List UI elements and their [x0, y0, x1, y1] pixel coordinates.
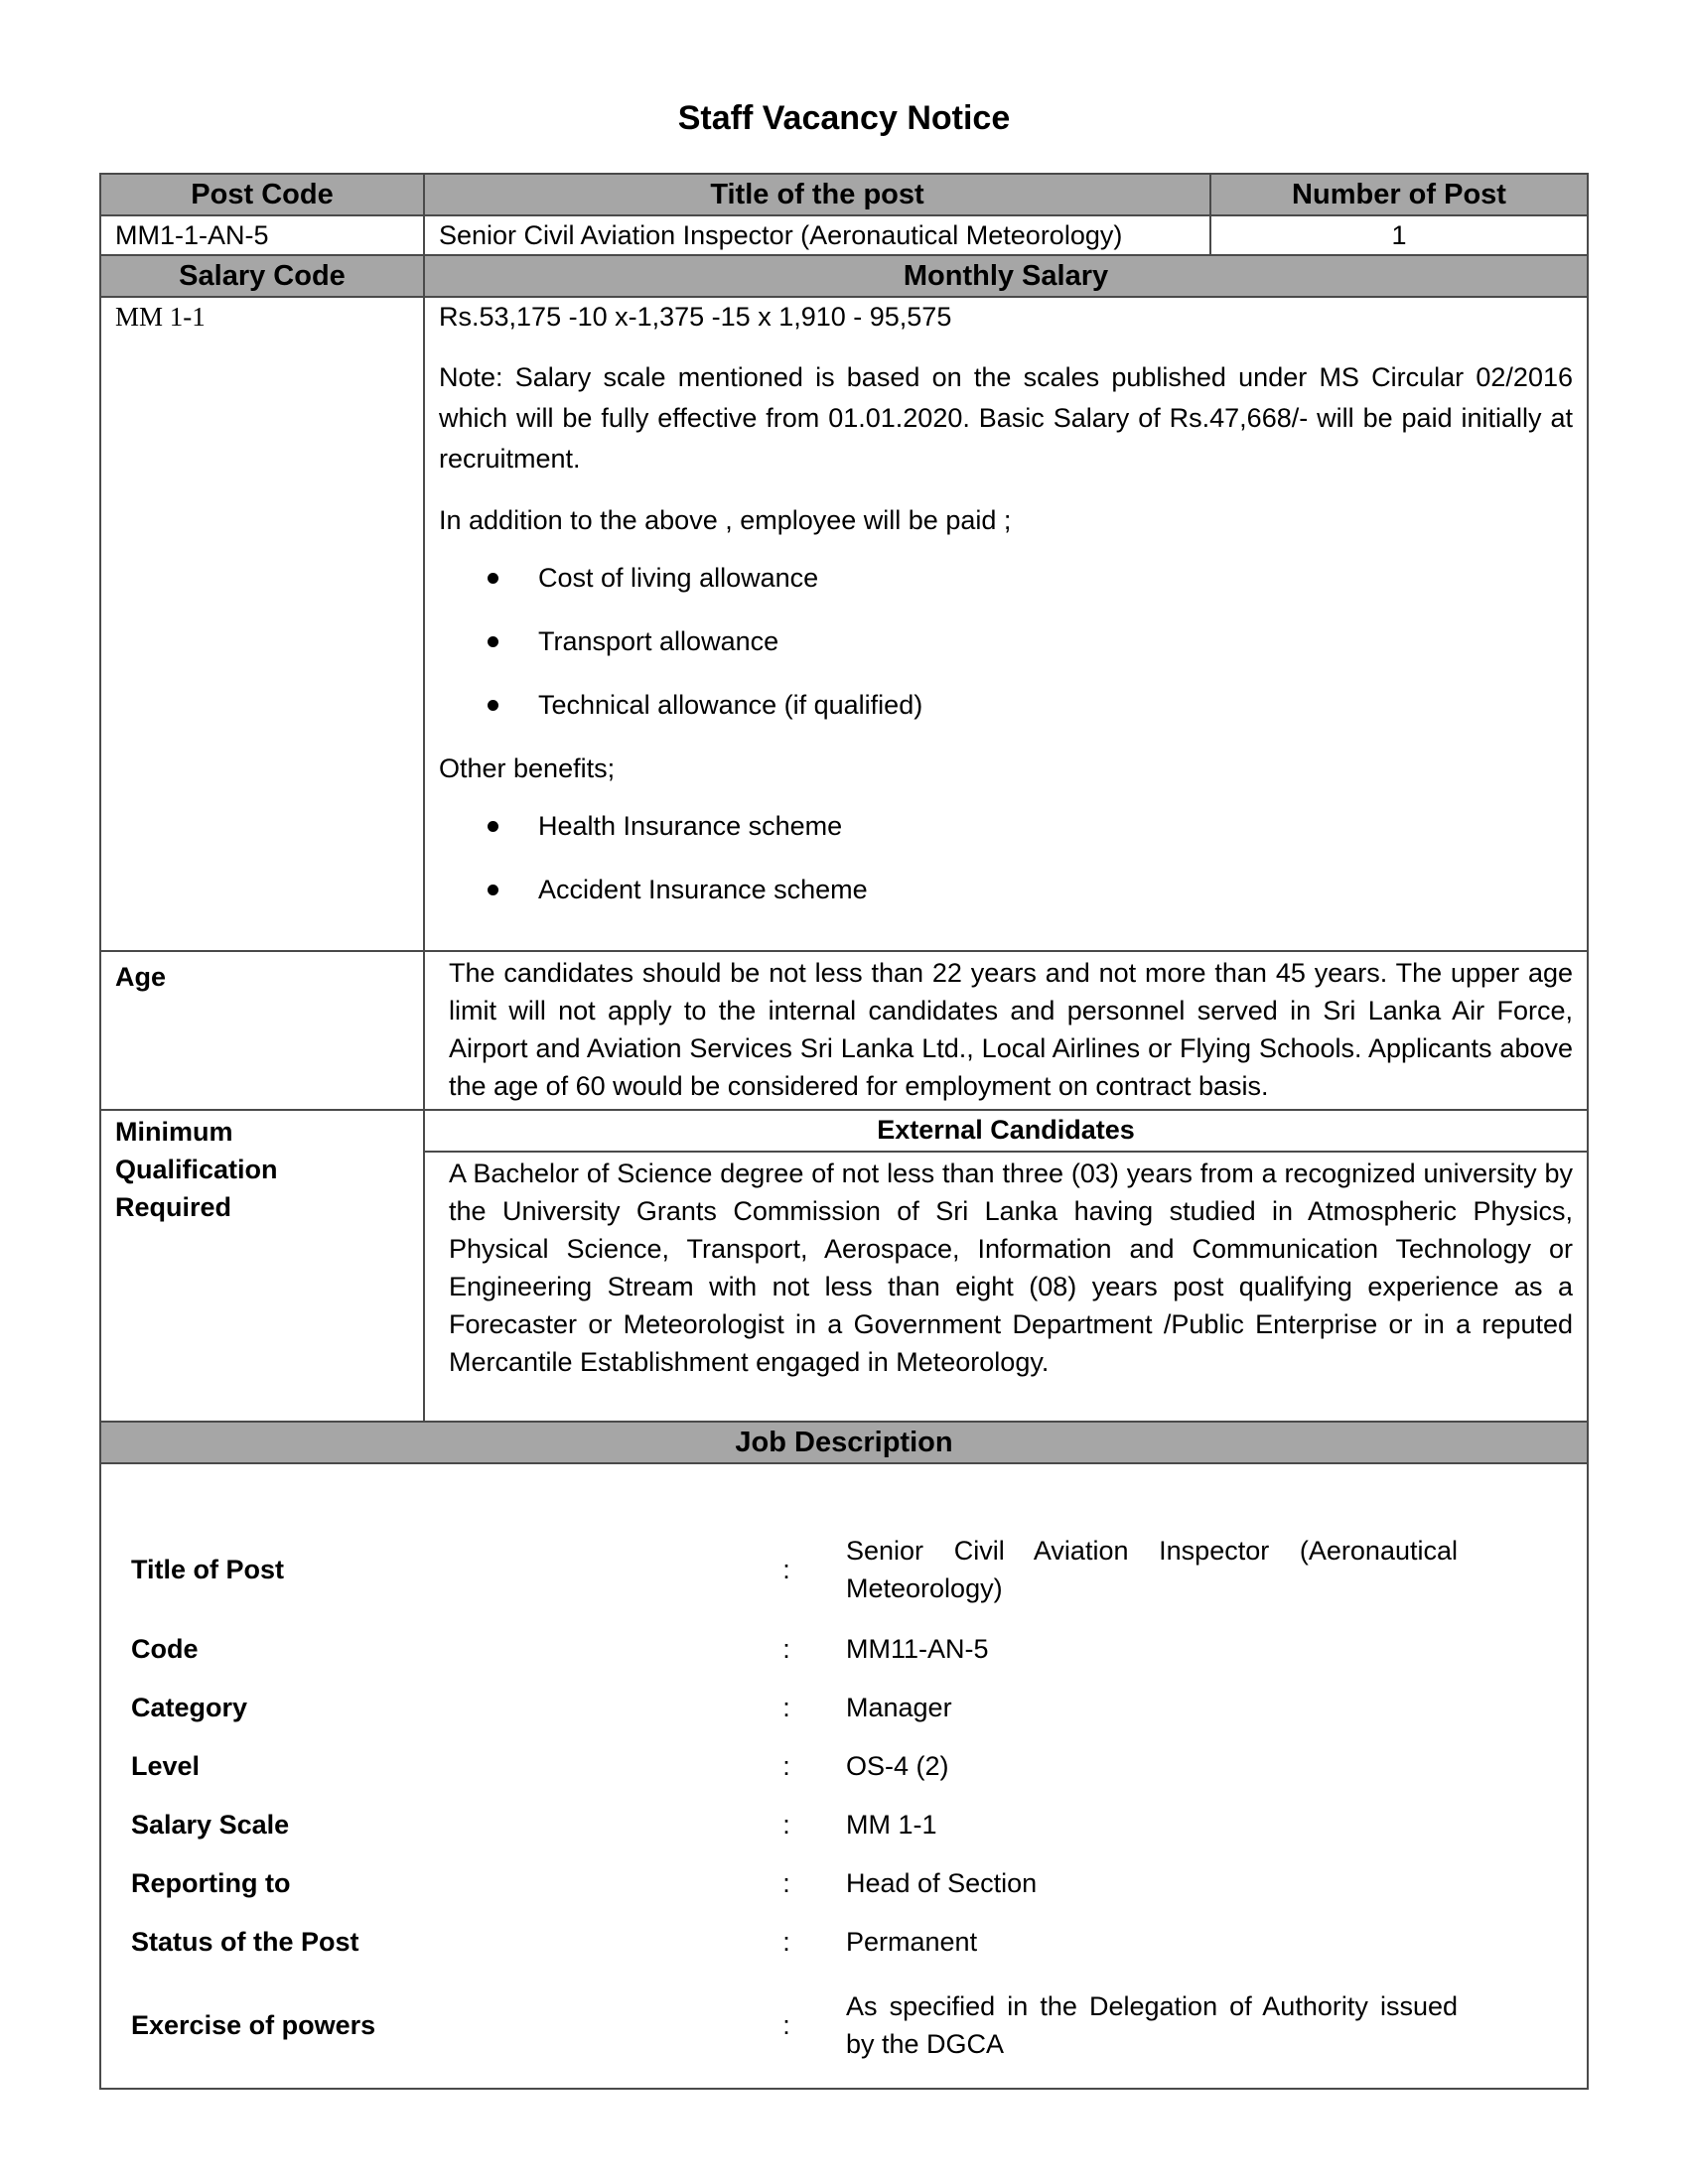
- monthly-salary-details: [424, 297, 1588, 951]
- allowance-list: [439, 559, 1573, 724]
- jd-colon: :: [782, 1867, 790, 1898]
- qualification-text: A Bachelor of Science degree of not less than three (03) years from a recognized university by the University Grants Commission of Sri Lanka having studied in Atmospheric Physics, Physical Science, Transport, Aerospace, Information and Communication Technology or Engineering Stream with not less than eight (08) years post qualifying experience as a Forecaster or Meteorologist in a Government Department /Public Enterprise or in a reputed Mercantile Establishment engaged in Meteorology.: [424, 1152, 1588, 1422]
- list-item: Transport allowance: [439, 622, 1573, 660]
- jd-colon: :: [782, 1555, 790, 1584]
- jd-value: OS-4 (2): [846, 1750, 949, 1781]
- table-row: [101, 1912, 1587, 1971]
- jd-colon: :: [782, 1692, 790, 1722]
- vacancy-table: [99, 173, 1589, 2090]
- jd-key: Status of the Post: [131, 1926, 359, 1957]
- table-row: [101, 1795, 1587, 1853]
- addition-intro: In addition to the above , employee will be paid ;: [439, 505, 1012, 535]
- jd-value: Head of Section: [846, 1867, 1038, 1898]
- salary-note: Note: Salary scale mentioned is based on the scales published under MS Circular 02/2016 which will be fully effective from 01.01.2020. Basic Salary of Rs.47,668/- will be paid initially at recruitment.: [439, 362, 1573, 474]
- list-item: Accident Insurance scheme: [439, 871, 1573, 908]
- jd-value: Senior Civil Aviation Inspector (Aeronautical Meteorology): [846, 1536, 1458, 1603]
- list-item: Technical allowance (if qualified): [439, 686, 1573, 724]
- jd-colon: :: [782, 2010, 790, 2040]
- jd-value: MM 1-1: [846, 1809, 937, 1840]
- job-description-header-row: [100, 1422, 1588, 1463]
- age-row: [100, 951, 1588, 1110]
- other-benefits-intro: Other benefits;: [439, 753, 616, 783]
- list-item: Health Insurance scheme: [439, 807, 1573, 845]
- jd-key: Title of Post: [131, 1555, 285, 1584]
- job-description-table: [101, 1520, 1587, 2080]
- jd-key: Category: [131, 1692, 248, 1722]
- jd-value: Permanent: [846, 1926, 978, 1957]
- post-code-value: MM1-1-AN-5: [100, 215, 424, 255]
- post-header-row: [100, 174, 1588, 215]
- salary-header-row: [100, 255, 1588, 297]
- table-row: [101, 1971, 1587, 2080]
- number-of-post-value: 1: [1210, 215, 1588, 255]
- jd-value: Manager: [846, 1692, 952, 1722]
- jd-colon: :: [782, 1926, 790, 1957]
- title-of-post-value: Senior Civil Aviation Inspector (Aeronautical Meteorology): [424, 215, 1210, 255]
- jd-colon: :: [782, 1633, 790, 1664]
- salary-code-value: MM 1-1: [100, 297, 424, 951]
- number-of-post-header: Number of Post: [1210, 174, 1588, 215]
- document-title: Staff Vacancy Notice: [677, 99, 1011, 137]
- job-description-header: Job Description: [100, 1422, 1588, 1463]
- jd-value: MM11-AN-5: [846, 1633, 989, 1664]
- salary-code-header: Salary Code: [100, 255, 424, 297]
- jd-colon: :: [782, 1809, 790, 1840]
- title-of-post-header: Title of the post: [424, 174, 1210, 215]
- table-row: [101, 1520, 1587, 1619]
- jd-key: Level: [131, 1750, 201, 1781]
- list-item: Cost of living allowance: [439, 559, 1573, 597]
- jd-key: Salary Scale: [131, 1809, 290, 1840]
- post-data-row: [100, 215, 1588, 255]
- table-row: [101, 1619, 1587, 1678]
- job-description-row: [100, 1463, 1588, 2089]
- jd-colon: :: [782, 1750, 790, 1781]
- external-candidates-header: External Candidates: [424, 1110, 1588, 1152]
- jd-value: As specified in the Delegation of Authority issued by the DGCA: [846, 1991, 1458, 2059]
- table-row: [101, 1853, 1587, 1912]
- jd-key: Code: [131, 1633, 199, 1664]
- qualification-subheader-row: [100, 1110, 1588, 1152]
- table-row: [101, 1736, 1587, 1795]
- salary-data-row: [100, 297, 1588, 951]
- qualification-label: Minimum Qualification Required: [100, 1110, 424, 1422]
- monthly-salary-header: Monthly Salary: [424, 255, 1588, 297]
- salary-range: Rs.53,175 -10 x-1,375 -15 x 1,910 - 95,575: [439, 302, 952, 332]
- post-code-header: Post Code: [100, 174, 424, 215]
- table-row: [101, 1678, 1587, 1736]
- age-label: Age: [100, 951, 424, 1110]
- jd-key: Exercise of powers: [131, 2010, 376, 2040]
- jd-key: Reporting to: [131, 1867, 291, 1898]
- age-text: The candidates should be not less than 22 years and not more than 45 years. The upper age limit will not apply to the internal candidates and personnel served in Sri Lanka Air Force, Airport and Aviation Services Sri Lanka Ltd., Local Airlines or Flying Schools. Applicants above the age of 60 would be considered for employment on contract basis.: [424, 951, 1588, 1110]
- job-description-body: [100, 1463, 1588, 2089]
- benefits-list: [439, 807, 1573, 908]
